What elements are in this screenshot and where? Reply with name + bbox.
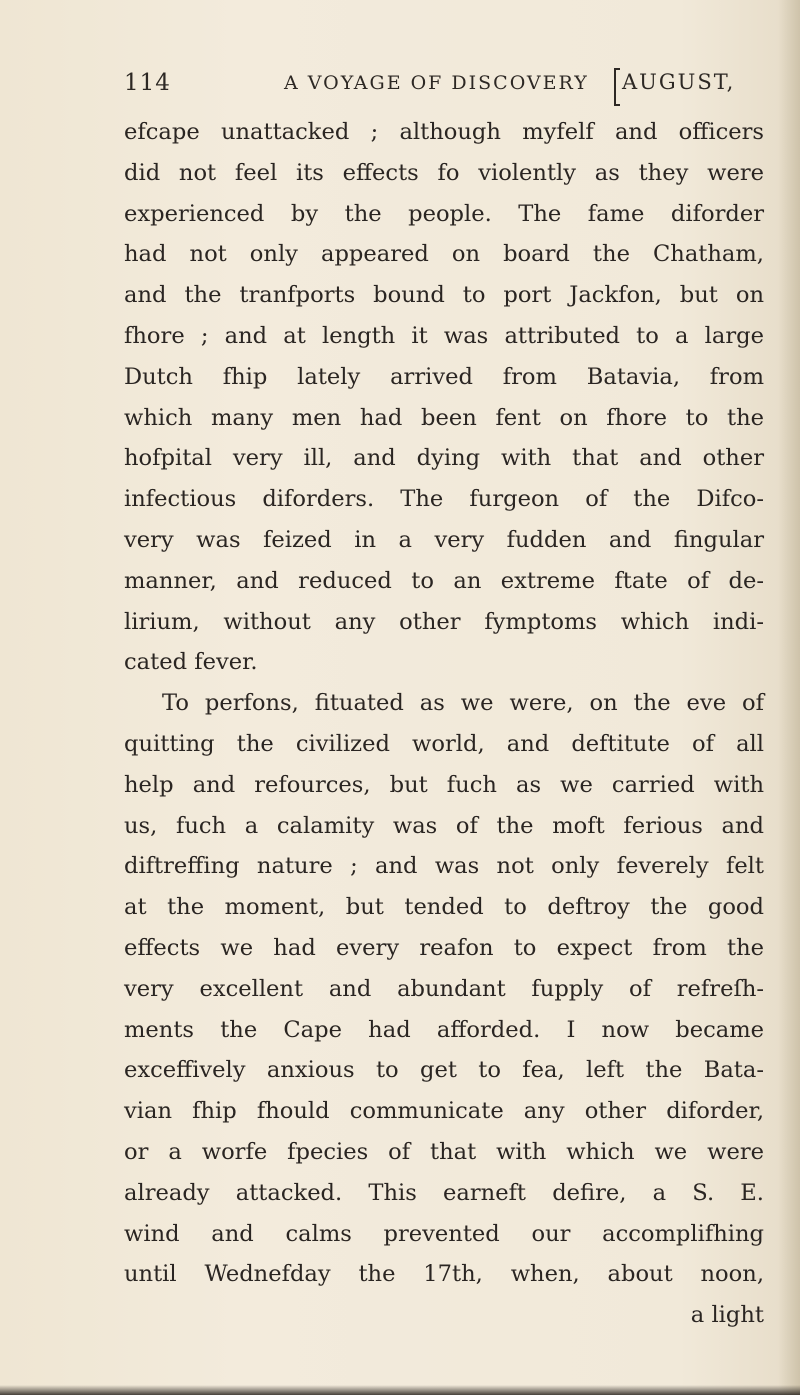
text-line: hofpital very ill, and dying with that and other xyxy=(124,445,764,472)
text-line: did not feel its effects fo violently as they were xyxy=(124,159,764,186)
text-line: fhore ; and at length it was attributed to a large xyxy=(124,322,764,349)
running-month: AUGUST, xyxy=(622,70,736,94)
text-line: until Wednefday the 17th, when, about noon, xyxy=(124,1261,764,1288)
text-line: experienced by the people. The fame diforder xyxy=(124,200,764,227)
text-line: effects we had every reafon to expect from the xyxy=(124,934,764,961)
text-line: To perfons, fituated as we were, on the eve of xyxy=(162,690,764,717)
running-title: A VOYAGE OF DISCOVERY xyxy=(284,72,589,94)
text-line: or a worfe fpecies of that with which we were xyxy=(124,1138,764,1165)
page-edge-shadow xyxy=(778,0,800,1395)
page-number: 114 xyxy=(124,70,171,96)
text-line: manner, and reduced to an extreme ftate of de- xyxy=(124,567,764,594)
text-line: wind and calms prevented our accomplifhing xyxy=(124,1220,764,1247)
text-line: exceffively anxious to get to fea, left the Bata- xyxy=(124,1057,764,1084)
catchword: a light xyxy=(690,1302,764,1329)
running-head xyxy=(124,70,774,104)
text-line: and the tranfports bound to port Jackfon, but on xyxy=(124,282,764,309)
text-line: lirium, without any other fymptoms which indi- xyxy=(124,608,764,635)
text-line: had not only appeared on board the Chatham, xyxy=(124,241,764,268)
text-line: ments the Cape had afforded. I now became xyxy=(124,1016,764,1043)
text-line: very was feized in a very fudden and fingular xyxy=(124,526,764,553)
text-line: diftreffing nature ; and was not only feverely felt xyxy=(124,853,764,880)
text-line: Dutch fhip lately arrived from Batavia, from xyxy=(124,363,764,390)
text-line: vian fhip fhould communicate any other diforder, xyxy=(124,1098,764,1125)
page-bottom-edge xyxy=(0,1385,800,1395)
text-line: us, fuch a calamity was of the moft ferious and xyxy=(124,812,764,839)
text-line: help and refources, but fuch as we carried with xyxy=(124,771,764,798)
text-line: already attacked. This earneft defire, a S. E. xyxy=(124,1179,764,1206)
text-line: quitting the civilized world, and deftitute of all xyxy=(124,730,764,757)
text-line: at the moment, but tended to deftroy the good xyxy=(124,894,764,921)
body-text xyxy=(124,112,764,1336)
text-line: cated fever. xyxy=(124,649,258,676)
text-line: which many men had been fent on fhore to the xyxy=(124,404,764,431)
text-line: efcape unattacked ; although myfelf and officers xyxy=(124,119,764,145)
text-line: infectious diforders. The furgeon of the Difco- xyxy=(124,486,764,513)
text-line: very excellent and abundant fupply of refreſh- xyxy=(124,975,764,1002)
